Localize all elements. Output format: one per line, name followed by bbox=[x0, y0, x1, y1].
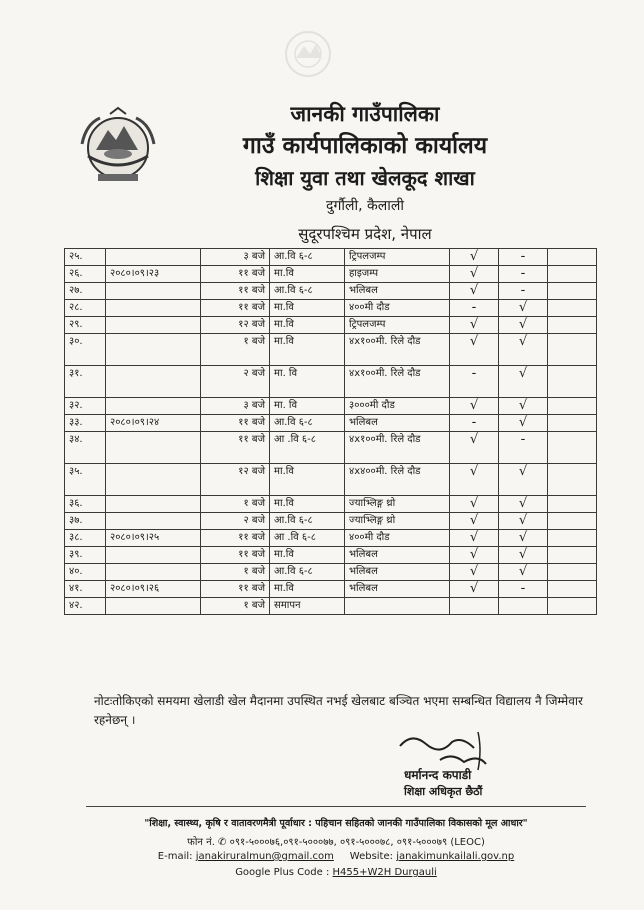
level-cell: आ .वि ६-८ bbox=[270, 432, 345, 464]
serial-cell: २९. bbox=[65, 317, 106, 334]
mark-cell-a: √ bbox=[450, 398, 499, 415]
table-row bbox=[65, 334, 597, 366]
level-cell: आ.वि ६-८ bbox=[270, 415, 345, 432]
province: सुदूरपश्चिम प्रदेश, नेपाल bbox=[298, 225, 432, 243]
level-cell: आ.वि ६-८ bbox=[270, 564, 345, 581]
mark-cell-b: - bbox=[499, 283, 548, 300]
date-cell bbox=[106, 464, 201, 496]
blank-cell bbox=[548, 564, 597, 581]
mark-cell-b: √ bbox=[499, 564, 548, 581]
serial-cell: ४२. bbox=[65, 598, 106, 615]
time-cell: १२ बजे bbox=[201, 464, 270, 496]
level-cell: मा.वि bbox=[270, 266, 345, 283]
mark-cell-a: √ bbox=[450, 266, 499, 283]
table-row bbox=[65, 366, 597, 398]
date-cell bbox=[106, 496, 201, 513]
blank-cell bbox=[548, 547, 597, 564]
table-row bbox=[65, 266, 597, 283]
mark-cell-b: √ bbox=[499, 547, 548, 564]
event-cell: भलिबल bbox=[345, 415, 450, 432]
serial-cell: ३९. bbox=[65, 547, 106, 564]
mark-cell-b: √ bbox=[499, 334, 548, 366]
mark-cell-b: - bbox=[499, 432, 548, 464]
date-cell bbox=[106, 547, 201, 564]
time-cell: ११ बजे bbox=[201, 415, 270, 432]
mark-cell-a: - bbox=[450, 300, 499, 317]
date-cell bbox=[106, 598, 201, 615]
date-cell bbox=[106, 513, 201, 530]
mark-cell-b: - bbox=[499, 266, 548, 283]
level-cell: मा.वि bbox=[270, 300, 345, 317]
blank-cell bbox=[548, 398, 597, 415]
serial-cell: २८. bbox=[65, 300, 106, 317]
level-cell: मा.वि bbox=[270, 334, 345, 366]
signatory-title: शिक्षा अधिकृत छैठौं bbox=[404, 785, 483, 798]
email-label: E-mail: bbox=[157, 851, 193, 862]
level-cell: आ .वि ६-८ bbox=[270, 530, 345, 547]
event-cell: भलिबल bbox=[345, 581, 450, 598]
date-cell: २०८०।०९।२४ bbox=[106, 415, 201, 432]
event-cell: भलिबल bbox=[345, 547, 450, 564]
event-cell: ४x१००मी. रिले दौड bbox=[345, 334, 450, 366]
mark-cell-b: √ bbox=[499, 513, 548, 530]
website-label: Website: bbox=[349, 851, 393, 862]
branch-name: शिक्षा युवा तथा खेलकूद शाखा bbox=[255, 166, 475, 190]
date-cell: २०८०।०९।२५ bbox=[106, 530, 201, 547]
time-cell: ११ बजे bbox=[201, 283, 270, 300]
time-cell: ३ बजे bbox=[201, 398, 270, 415]
serial-cell: ३१. bbox=[65, 366, 106, 398]
time-cell: ११ बजे bbox=[201, 300, 270, 317]
date-cell: २०८०।०९।२६ bbox=[106, 581, 201, 598]
table-row bbox=[65, 547, 597, 564]
location: दुर्गौली, कैलाली bbox=[326, 198, 404, 214]
mark-cell-a: - bbox=[450, 415, 499, 432]
table-row bbox=[65, 513, 597, 530]
event-cell: ४x१००मी. रिले दौड bbox=[345, 366, 450, 398]
mark-cell-b: √ bbox=[499, 366, 548, 398]
schedule-table bbox=[64, 248, 597, 615]
mark-cell-a: √ bbox=[450, 334, 499, 366]
footer-plus-code bbox=[86, 867, 586, 878]
level-cell: मा.वि bbox=[270, 581, 345, 598]
event-cell: भलिबल bbox=[345, 564, 450, 581]
municipality-name: जानकी गाउँपालिका bbox=[290, 102, 440, 126]
time-cell: ३ बजे bbox=[201, 249, 270, 266]
mark-cell-b: √ bbox=[499, 300, 548, 317]
level-cell: मा.वि bbox=[270, 317, 345, 334]
mark-cell-b: - bbox=[499, 249, 548, 266]
serial-cell: ४०. bbox=[65, 564, 106, 581]
mark-cell-a: √ bbox=[450, 283, 499, 300]
blank-cell bbox=[548, 432, 597, 464]
time-cell: १२ बजे bbox=[201, 317, 270, 334]
table-row bbox=[65, 300, 597, 317]
mark-cell-b: √ bbox=[499, 496, 548, 513]
table-row bbox=[65, 564, 597, 581]
plus-code-label: Google Plus Code : bbox=[235, 867, 330, 878]
serial-cell: ३४. bbox=[65, 432, 106, 464]
table-row bbox=[65, 283, 597, 300]
time-cell: २ बजे bbox=[201, 366, 270, 398]
mark-cell-b: √ bbox=[499, 317, 548, 334]
level-cell: मा.वि bbox=[270, 464, 345, 496]
date-cell bbox=[106, 398, 201, 415]
table-row bbox=[65, 581, 597, 598]
mark-cell-b: √ bbox=[499, 530, 548, 547]
blank-cell bbox=[548, 334, 597, 366]
event-cell: भलिबल bbox=[345, 283, 450, 300]
event-cell: ट्रिपलजम्प bbox=[345, 317, 450, 334]
serial-cell: ३३. bbox=[65, 415, 106, 432]
event-cell: ज्याभ्लिङ्ग थ्रो bbox=[345, 496, 450, 513]
serial-cell: ४१. bbox=[65, 581, 106, 598]
event-cell: ४x४००मी. रिले दौड bbox=[345, 464, 450, 496]
blank-cell bbox=[548, 513, 597, 530]
serial-cell: २७. bbox=[65, 283, 106, 300]
footer-motto: "शिक्षा, स्वास्थ्य, कृषि र वातावरणमैत्री पूर्वाधार : पहिचान सहितको जानकी गाउँपालिका विकासको मूल आधार" bbox=[144, 818, 528, 829]
date-cell bbox=[106, 432, 201, 464]
serial-cell: ३६. bbox=[65, 496, 106, 513]
blank-cell bbox=[548, 581, 597, 598]
serial-cell: ३५. bbox=[65, 464, 106, 496]
date-cell bbox=[106, 249, 201, 266]
date-cell bbox=[106, 317, 201, 334]
mark-cell-a: - bbox=[450, 366, 499, 398]
mark-cell-a: √ bbox=[450, 317, 499, 334]
blank-cell bbox=[548, 283, 597, 300]
table-row bbox=[65, 249, 597, 266]
table-row bbox=[65, 464, 597, 496]
date-cell bbox=[106, 334, 201, 366]
event-cell: हाइजम्प bbox=[345, 266, 450, 283]
blank-cell bbox=[548, 317, 597, 334]
mark-cell-a: √ bbox=[450, 530, 499, 547]
time-cell: २ बजे bbox=[201, 513, 270, 530]
level-cell: मा.वि bbox=[270, 496, 345, 513]
blank-cell bbox=[548, 366, 597, 398]
time-cell: ११ बजे bbox=[201, 581, 270, 598]
level-cell: मा. वि bbox=[270, 398, 345, 415]
footer-divider bbox=[86, 806, 586, 807]
event-cell bbox=[345, 598, 450, 615]
watermark-emblem-icon bbox=[282, 28, 334, 80]
mark-cell-b: - bbox=[499, 581, 548, 598]
level-cell: आ.वि ६-८ bbox=[270, 283, 345, 300]
table-row bbox=[65, 415, 597, 432]
serial-cell: ३७. bbox=[65, 513, 106, 530]
level-cell: मा.वि bbox=[270, 547, 345, 564]
footer-phone: फोन नं. ✆ ०९१-५०००७६,०९१-५०००७७, ०९१-५०००७८, ०९१-५०००७९ (LEOC) bbox=[187, 837, 485, 848]
office-name: गाउँ कार्यपालिकाको कार्यालय bbox=[242, 133, 488, 159]
event-cell: ४००मी दौड bbox=[345, 300, 450, 317]
time-cell: १ बजे bbox=[201, 334, 270, 366]
mark-cell-b bbox=[499, 598, 548, 615]
level-cell: मा. वि bbox=[270, 366, 345, 398]
email-link[interactable]: janakiruralmun@gmail.com bbox=[195, 851, 334, 862]
time-cell: १ बजे bbox=[201, 496, 270, 513]
signatory-name: धर्मानन्द कपाडी bbox=[404, 768, 472, 782]
blank-cell bbox=[548, 249, 597, 266]
mark-cell-a: √ bbox=[450, 432, 499, 464]
table-row bbox=[65, 398, 597, 415]
mark-cell-a: √ bbox=[450, 496, 499, 513]
date-cell bbox=[106, 300, 201, 317]
event-cell: ज्याभ्लिङ्ग थ्रो bbox=[345, 513, 450, 530]
mark-cell-a: √ bbox=[450, 513, 499, 530]
plus-code-value: H455+W2H Durgauli bbox=[332, 867, 437, 878]
table-row bbox=[65, 317, 597, 334]
mark-cell-a: √ bbox=[450, 564, 499, 581]
serial-cell: २६. bbox=[65, 266, 106, 283]
table-row bbox=[65, 530, 597, 547]
serial-cell: ३२. bbox=[65, 398, 106, 415]
note-text: नोटःतोकिएको समयमा खेलाडी खेल मैदानमा उपस्थित नभई खेलबाट बञ्चित भएमा सम्बन्धित विद्यालय नै जिम्मेवार रहनेछन् । bbox=[94, 694, 583, 727]
mark-cell-a bbox=[450, 598, 499, 615]
serial-cell: २५. bbox=[65, 249, 106, 266]
event-cell: ट्रिपलजम्प bbox=[345, 249, 450, 266]
time-cell: १ बजे bbox=[201, 564, 270, 581]
website-link[interactable]: janakimunkailali.gov.np bbox=[396, 851, 515, 862]
date-cell bbox=[106, 283, 201, 300]
level-cell: आ.वि ६-८ bbox=[270, 249, 345, 266]
event-cell: ४००मी दौड bbox=[345, 530, 450, 547]
time-cell: ११ बजे bbox=[201, 547, 270, 564]
blank-cell bbox=[548, 300, 597, 317]
blank-cell bbox=[548, 464, 597, 496]
serial-cell: ३८. bbox=[65, 530, 106, 547]
table-row bbox=[65, 598, 597, 615]
time-cell: ११ बजे bbox=[201, 530, 270, 547]
blank-cell bbox=[548, 266, 597, 283]
mark-cell-b: √ bbox=[499, 415, 548, 432]
mark-cell-a: √ bbox=[450, 464, 499, 496]
level-cell: समापन bbox=[270, 598, 345, 615]
event-cell: ३०००मी दौड bbox=[345, 398, 450, 415]
mark-cell-a: √ bbox=[450, 249, 499, 266]
blank-cell bbox=[548, 496, 597, 513]
blank-cell bbox=[548, 598, 597, 615]
blank-cell bbox=[548, 530, 597, 547]
mark-cell-b: √ bbox=[499, 464, 548, 496]
level-cell: आ.वि ६-८ bbox=[270, 513, 345, 530]
mark-cell-b: √ bbox=[499, 398, 548, 415]
date-cell: २०८०।०९।२३ bbox=[106, 266, 201, 283]
time-cell: ११ बजे bbox=[201, 432, 270, 464]
date-cell bbox=[106, 564, 201, 581]
nepal-government-emblem-icon bbox=[76, 104, 160, 188]
blank-cell bbox=[548, 415, 597, 432]
footer-contact bbox=[86, 851, 586, 862]
time-cell: ११ बजे bbox=[201, 266, 270, 283]
table-row bbox=[65, 496, 597, 513]
time-cell: १ बजे bbox=[201, 598, 270, 615]
date-cell bbox=[106, 366, 201, 398]
mark-cell-a: √ bbox=[450, 581, 499, 598]
event-cell: ४x१००मी. रिले दौड bbox=[345, 432, 450, 464]
serial-cell: ३०. bbox=[65, 334, 106, 366]
mark-cell-a: √ bbox=[450, 547, 499, 564]
table-row bbox=[65, 432, 597, 464]
